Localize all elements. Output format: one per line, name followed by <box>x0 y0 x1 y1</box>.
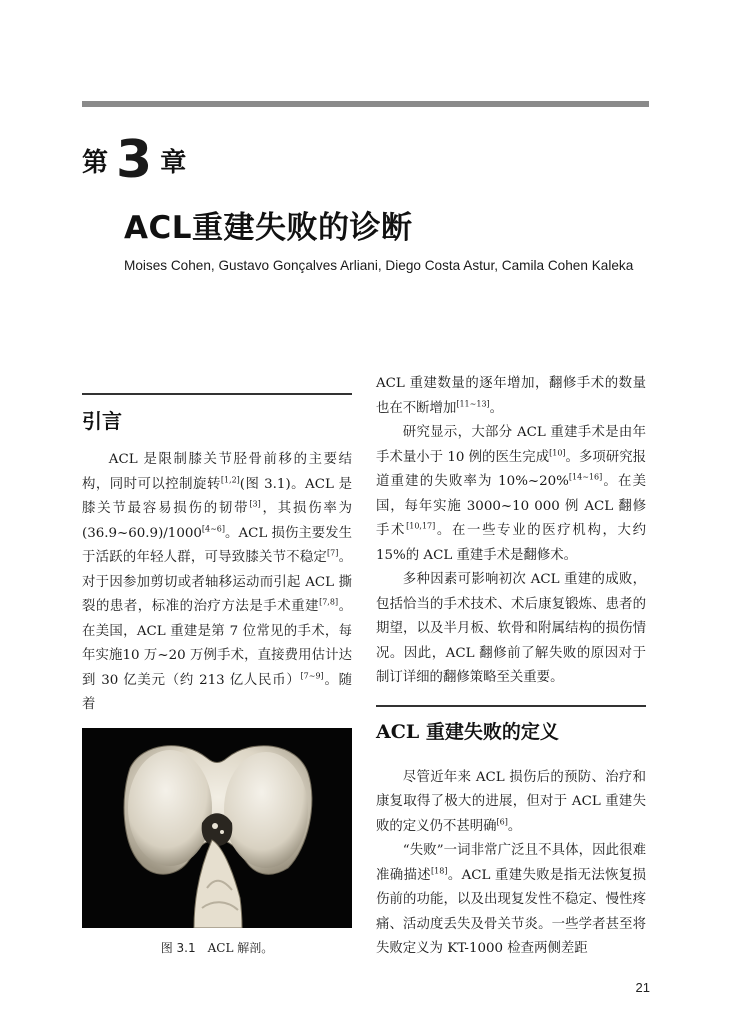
section-heading-intro: 引言 <box>82 409 122 433</box>
authors: Moises Cohen, Gustavo Gonçalves Arliani, Diego Costa Astur, Camila Cohen Kaleka <box>124 258 634 273</box>
figure-caption-text: ACL 解剖。 <box>207 941 274 955</box>
intro-paragraph-1: ACL 是限制膝关节胫骨前移的主要结构，同时可以控制旋转[1,2](图 3.1)。ACL 是膝关节最容易损伤的韧带[3]，其损伤率为(36.9~60.9)/1000[4~6]。ACL 损伤主要发生于活跃的年轻人群，可导致膝关节不稳定[7]。对于因参加剪切或者轴移运动而引起 ACL 撕裂的患者，标准的治疗方法是手术重建[7,8]。在美国，ACL 重建是第 7 位常见的手术，每年实施10 万~20 万例手术，直接费用估计达到 30 亿美元（约 213 亿人民币）[7~9]。随着 <box>82 452 353 712</box>
chapter-word-after: 章 <box>160 148 187 178</box>
definition-paragraph-2: “失败”一词非常广泛且不具体，因此很难准确描述[18]。ACL 重建失败是指无法恢复损伤前的功能，以及出现复发性不稳定、慢性疼痛、活动度丢失及骨关节炎。一些学者甚至将失败定义为 KT-1000 检查两侧差距 <box>376 843 646 956</box>
chapter-word-before: 第 <box>82 148 109 178</box>
page-number: 21 <box>635 980 650 995</box>
section-rule <box>376 705 646 707</box>
right-column <box>376 372 646 962</box>
intro-paragraph-4: 多种因素可影响初次 ACL 重建的成败，包括恰当的手术技术、术后康复锻炼、患者的期望，以及半月板、软骨和附属结构的损伤情况。因此，ACL 翻修前了解失败的原因对于制订详细的翻修策略至关重要。 <box>376 572 646 685</box>
definition-paragraph-1: 尽管近年来 ACL 损伤后的预防、治疗和康复取得了极大的进展，但对于 ACL 重建失败的定义仍不甚明确[6]。 <box>376 769 646 834</box>
section-heading-definition: ACL 重建失败的定义 <box>376 720 559 743</box>
chapter-title: ACL重建失败的诊断 <box>124 210 413 246</box>
section-rule <box>82 393 352 395</box>
acl-anatomy-image <box>82 728 352 928</box>
left-column <box>82 393 352 718</box>
intro-paragraph-2: ACL 重建数量的逐年增加，翻修手术的数量也在不断增加[11~13]。 <box>376 376 646 416</box>
intro-paragraph-3: 研究显示，大部分 ACL 重建手术是由年手术量小于 10 例的医生完成[10]。多项研究报道重建的失败率为 10%~20%[14~16]。在美国，每年实施 3000~10 000 例 ACL 翻修手术[10,17]。在一些专业的医疗机构，大约 15%的 ACL 重建手术是翻修术。 <box>376 425 647 563</box>
figure-caption <box>82 939 352 956</box>
top-rule <box>82 101 649 107</box>
chapter-number: 3 <box>116 130 153 190</box>
figure-label: 图 3.1 <box>160 941 196 955</box>
chapter-label <box>82 130 186 190</box>
